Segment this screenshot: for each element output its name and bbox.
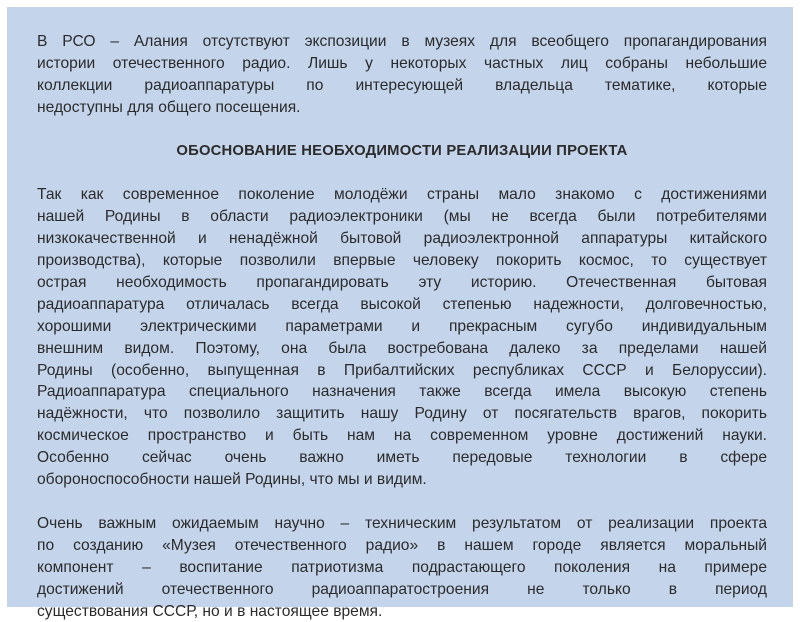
text-line: Радиоаппаратура специального назначения также всегда имела высокую степень: [37, 383, 767, 401]
justification-paragraph: [37, 184, 767, 491]
text-line: по созданию «Музея отечественного радио» в нашем городе является моральный: [37, 536, 767, 554]
text-line: Очень важным ожидаемым научно – техническим результатом от реализации проекта: [37, 514, 767, 532]
section-heading: ОБОСНОВАНИЕ НЕОБХОДИМОСТИ РЕАЛИЗАЦИИ ПРОЕКТА: [176, 142, 628, 159]
text-line: хорошими электрическими параметрами и прекрасным сугубо индивидуальным: [37, 317, 767, 335]
slide: [7, 7, 793, 620]
expected-result-paragraph: [37, 513, 767, 622]
text-line: острая необходимость пропагандировать эту историю. Отечественная бытовая: [37, 273, 767, 291]
paragraph-gap: [37, 162, 767, 184]
text-line: Родины (особенно, выпущенная в Прибалтийских республиках СССР и Белоруссии).: [37, 361, 767, 379]
text-line: коллекции радиоаппаратуры по интересующей владельца тематике, которые: [37, 76, 767, 94]
text-line: существования СССР, но и в настоящее время.: [37, 602, 383, 620]
text-line: Особенно сейчас очень важно иметь передовые технологии в сфере: [37, 449, 767, 467]
text-line: недоступны для общего посещения.: [37, 98, 301, 116]
text-line: В РСО – Алания отсутствуют экспозиции в музеях для всеобщего пропагандирования: [37, 33, 767, 50]
paragraph-gap: [37, 491, 767, 513]
text-line: низкокачественной и ненадёжной бытовой радиоэлектронной аппаратуры китайского: [37, 230, 767, 248]
text-line: Так как современное поколение молодёжи страны мало знакомо с достижениями: [37, 186, 767, 204]
text-line: надёжности, что позволило защитить нашу Родину от посягательств врагов, покорить: [37, 405, 767, 423]
text-line: истории отечественного радио. Лишь у некоторых частных лиц собраны небольшие: [37, 54, 767, 72]
text-line: компонент – воспитание патриотизма подрастающего поколения на примере: [37, 558, 767, 576]
text-line: космическое пространство и быть нам на современном уровне достижений науки.: [37, 427, 767, 445]
text-line: нашей Родины в области радиоэлектроники (мы не всегда были потребителями: [37, 208, 767, 226]
text-line: обороноспособности нашей Родины, что мы и видим.: [37, 471, 427, 489]
text-line: производства), которые позволили впервые человеку покорить космос, то существует: [37, 252, 767, 270]
slide-content: [37, 31, 767, 622]
paragraph-gap: [37, 119, 767, 141]
text-line: внешним видом. Поэтому, она была востребована далеко за пределами нашей: [37, 339, 767, 357]
text-line: радиоаппаратура отличалась всегда высокой степенью надежности, долговечностью,: [37, 295, 767, 313]
text-line: достижений отечественного радиоаппаратостроения не только в период: [37, 580, 767, 598]
intro-paragraph: [37, 31, 767, 119]
